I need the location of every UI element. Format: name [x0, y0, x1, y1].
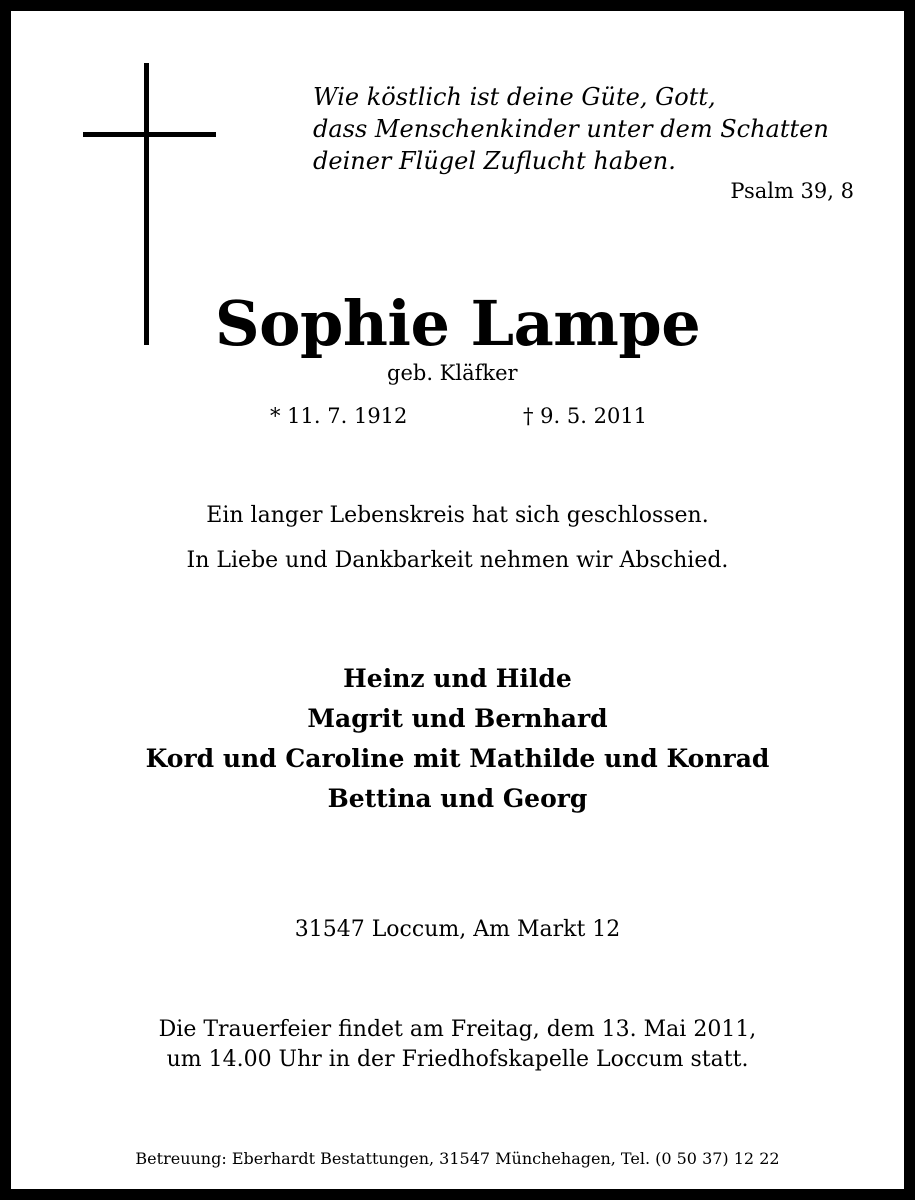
farewell-line: In Liebe und Dankbarkeit nehmen wir Abschied. [186, 548, 729, 573]
funeral-service-info [11, 1015, 904, 1075]
cross-icon-horizontal [83, 132, 216, 137]
quote-line: dass Menschenkinder unter dem Schatten [313, 115, 829, 143]
mourner-line: Magrit und Bernhard [307, 704, 608, 733]
quote-line: deiner Flügel Zuflucht haben. [313, 147, 676, 175]
mourner-line: Bettina und Georg [327, 784, 588, 813]
service-line: um 14.00 Uhr in der Friedhofskapelle Loccum statt. [166, 1047, 749, 1072]
mourners-list [11, 659, 904, 819]
farewell-line: Ein langer Lebenskreis hat sich geschlossen. [206, 503, 709, 528]
deceased-name: Sophie Lampe [214, 287, 701, 360]
undertaker-info: Betreuung: Eberhardt Bestattungen, 31547 Münchehagen, Tel. (0 50 37) 12 22 [135, 1149, 780, 1168]
mourner-line: Kord und Caroline mit Mathilde und Konrad [145, 744, 770, 773]
service-line: Die Trauerfeier findet am Freitag, dem 13. Mai 2011, [158, 1017, 757, 1042]
quote-line: Wie köstlich ist deine Güte, Gott, [313, 83, 716, 111]
farewell-text [11, 493, 904, 583]
birth-date: * 11. 7. 1912 [270, 404, 408, 428]
bible-quote [313, 81, 829, 177]
quote-source: Psalm 39, 8 [730, 179, 854, 203]
death-date: † 9. 5. 2011 [523, 404, 648, 428]
family-address: 31547 Loccum, Am Markt 12 [294, 917, 621, 942]
maiden-name: geb. Kläfker [387, 361, 518, 385]
mourner-line: Heinz und Hilde [343, 664, 572, 693]
